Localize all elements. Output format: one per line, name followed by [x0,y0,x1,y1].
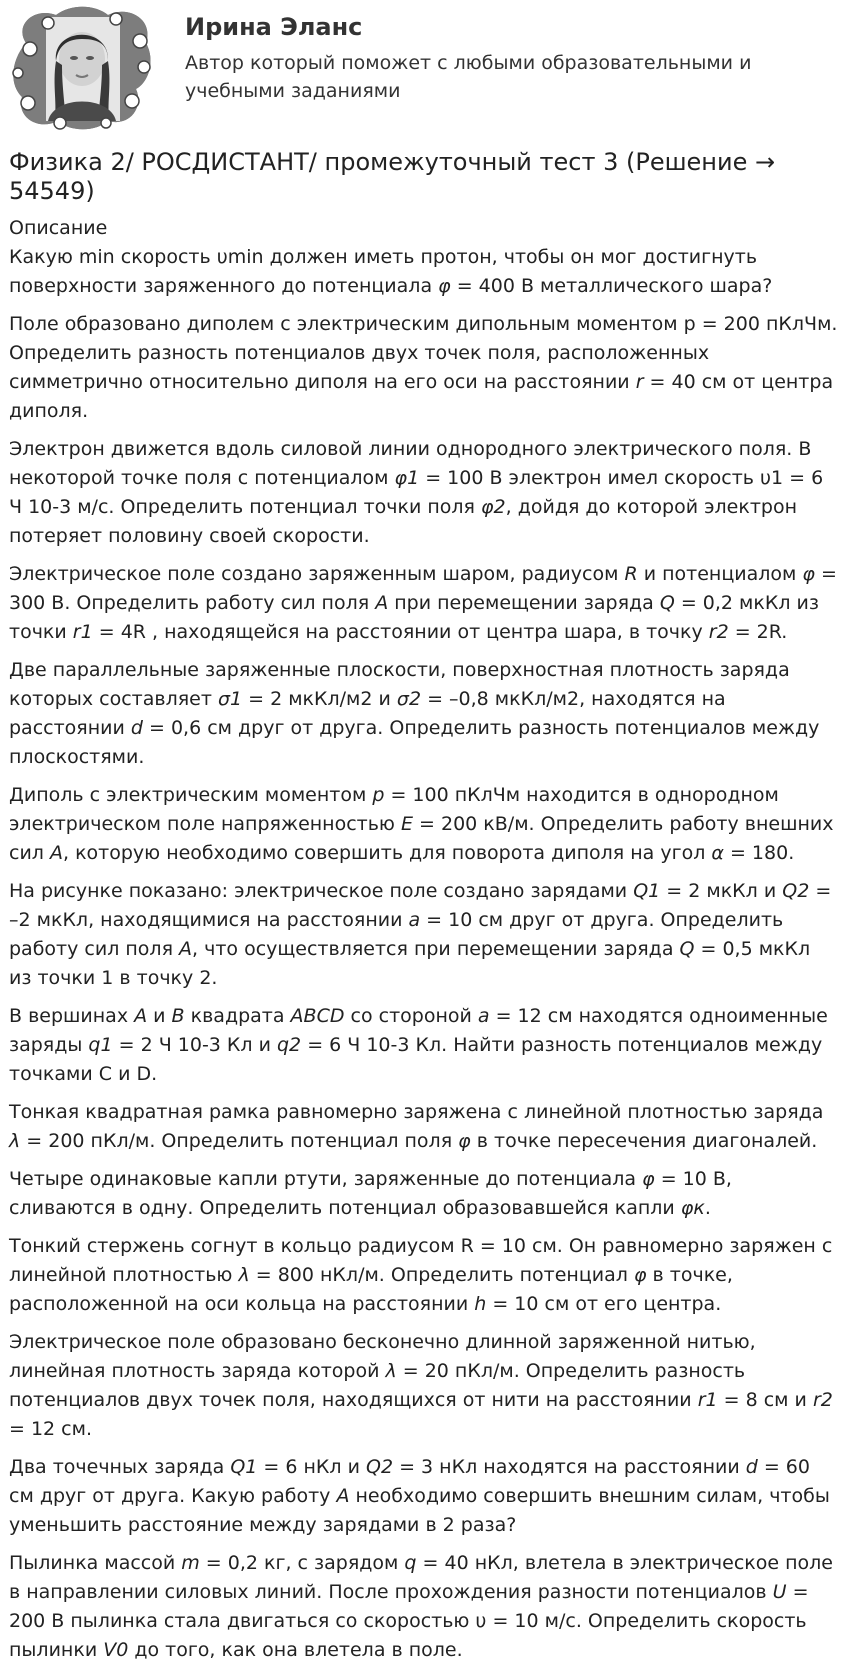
text: Две параллельные заряженные плоскости, поверхностная плотность заряда которых составляет [9,659,790,710]
author-block [9,0,838,132]
var: A [336,1485,350,1507]
var: d [745,1456,758,1478]
var: A [179,938,193,960]
text: = 12 см. [9,1418,92,1440]
var: r1 [697,1389,718,1411]
text: = 12 см находятся одноименные заряды [9,1005,828,1056]
text: = 200 В пылинка стала двигаться со скоростью υ = 10 м/с. Определить скорость пылинки [9,1581,809,1661]
text: = 20 пКл/м. Определить разность потенциалов двух точек поля, находящихся от нити на расстоянии [9,1360,746,1411]
text: при перемещении заряда [388,592,660,614]
var: φ [802,563,815,585]
var: p [372,784,385,806]
text: = –2 мкКл, находящимися на расстоянии [9,880,832,931]
text: Поле образовано диполем с электрическим дипольным моментом p = 200 пКлЧм. Определить разность потенциалов двух точек поля, расположенных симметрично относительно диполя на его оси на расстоянии [9,313,838,393]
text: = 0,5 мкКл из точки 1 в точку 2. [9,938,811,989]
text: = 60 см друг от друга. Какую работу [9,1456,810,1507]
var: φ [458,1130,471,1152]
text: необходимо совершить внешним силам, чтобы уменьшить расстояние между зарядами в 2 раза? [9,1485,830,1536]
var: r2 [812,1389,833,1411]
var: m [181,1552,200,1574]
var: φ2 [481,496,506,518]
var: A [375,592,389,614]
var: a [477,1005,490,1027]
var: d [130,717,143,739]
text: и [147,1005,172,1027]
var: λ [238,1264,250,1286]
text: , которую необходимо совершить для поворота диполя на угол [62,842,712,864]
text: = 0,2 кг, с зарядом [199,1552,405,1574]
text: = 40 см от центра диполя. [9,371,834,422]
var: Q1 [230,1456,258,1478]
var: r1 [72,621,93,643]
text: , что осуществляется при перемещении заряда [192,938,680,960]
text: = 100 пКлЧм находится в однородном электрическом поле напряженностью [9,784,779,835]
problem-8 [9,1002,838,1089]
text: Четыре одинаковые капли ртути, заряженные до потенциала [9,1168,643,1190]
problem-14 [9,1549,838,1665]
problem-3 [9,435,838,551]
var: φ [438,275,451,297]
text: Диполь с электрическим моментом [9,784,373,806]
text: Электрическое поле образовано бесконечно длинной заряженной нитью, линейная плотность заряда которой [9,1331,756,1382]
var: A [134,1005,148,1027]
var: q [404,1552,417,1574]
text: Два точечных заряда [9,1456,231,1478]
var: Q1 [633,880,661,902]
text: В вершинах [9,1005,135,1027]
text: = 2 мкКл и [660,880,783,902]
author-name[interactable]: Ирина Эланс [185,13,363,41]
text: = 180. [723,842,795,864]
var: h [474,1293,487,1315]
var: B [171,1005,185,1027]
text: = 0,6 см друг от друга. Определить разность потенциалов между плоскостями. [9,717,820,768]
text: = 10 см друг от друга. Определить работу сил поля [9,909,784,960]
text: = 10 В, сливаются в одну. Определить потенциал образовавшейся капли [9,1168,732,1219]
author-info [185,12,805,105]
text: и потенциалом [637,563,803,585]
text: = 3 нКл находятся на расстоянии [393,1456,746,1478]
text: = 10 см от его центра. [486,1293,722,1315]
var: λ [385,1360,397,1382]
var: φк [680,1197,705,1219]
author-avatar[interactable] [8,3,156,133]
text: Пылинка массой [9,1552,182,1574]
page-title: Физика 2/ РОСДИСТАНТ/ промежуточный тест 3 (Решение → 54549) [9,148,776,205]
author-description: Автор который поможет с любыми образовательными и учебными заданиями [185,52,752,102]
problem-9 [9,1098,838,1156]
text: = 800 нКл/м. Определить потенциал [249,1264,634,1286]
text: = 2 мкКл/м2 и [242,688,397,710]
problem-10 [9,1165,838,1223]
var: A [49,842,63,864]
text: , дойдя до которой электрон потеряет половину своей скорости. [9,496,798,547]
var: Q2 [782,880,810,902]
problem-13 [9,1453,838,1540]
text: . [704,1197,711,1219]
var: R [624,563,638,585]
text: Электрон движется вдоль силовой линии однородного электрического поля. В некоторой точке поля с потенциалом [9,438,812,489]
text: Тонкий стержень согнут в кольцо радиусом R = 10 см. Он равномерно заряжен с линейной плотностью [9,1235,833,1286]
text: в точке, расположенной на оси кольца на расстоянии [9,1264,733,1315]
text: = –0,8 мкКл/м2, находятся на расстоянии [9,688,726,739]
text: = 200 пКл/м. Определить потенциал поля [20,1130,459,1152]
var: a [408,909,421,931]
text: = 300 В. Определить работу сил поля [9,563,837,614]
text: = 2 Ч 10-3 Кл и [112,1034,277,1056]
text: = 100 В электрон имел скорость υ1 = 6 Ч 10-3 м/с. Определить потенциал точки поля [9,467,824,518]
var: σ2 [396,688,422,710]
var: φ [633,1264,647,1286]
text: = 200 кВ/м. Определить работу внешних сил [9,813,834,864]
text: = 6 Ч 10-3 Кл. Найти разность потенциалов между точками C и D. [9,1034,823,1085]
text: Какую min скорость υmin должен иметь протон, чтобы он мог достигнуть поверхности заряженного до потенциала [9,246,758,297]
text: = 6 нКл и [257,1456,366,1478]
problem-7 [9,877,838,993]
text: квадрата [184,1005,291,1027]
problem-2 [9,310,838,426]
var: E [400,813,413,835]
var: φ1 [394,467,420,489]
var: V0 [103,1639,129,1661]
var: Q [679,938,695,960]
problem-11 [9,1232,838,1319]
var: q1 [88,1034,113,1056]
problem-4 [9,560,838,647]
var: q2 [277,1034,302,1056]
problem-6 [9,781,838,868]
var: σ1 [217,688,243,710]
text: На рисунке показано: электрическое поле создано зарядами [9,880,634,902]
var: ABCD [290,1005,345,1027]
text: = 2R. [728,621,788,643]
text: до того, как она влетела в поле. [128,1639,463,1661]
text: в точке пересечения диагоналей. [470,1130,818,1152]
description-heading: Описание [9,217,108,239]
text: = 8 см и [717,1389,813,1411]
problem-12 [9,1328,838,1444]
var: α [711,842,724,864]
text: Электрическое поле создано заряженным шаром, радиусом [9,563,625,585]
text: = 4R , находящейся на расстоянии от центра шара, в точку [92,621,709,643]
var: Q2 [366,1456,394,1478]
var: r2 [708,621,729,643]
var: φ [642,1168,655,1190]
avatar-image [8,3,156,133]
problem-1 [9,243,838,301]
text: = 40 нКл, влетела в электрическое поле в направлении силовых линий. После прохождения разности потенциалов [9,1552,833,1603]
text: = 0,2 мкКл из точки [9,592,819,643]
text: со стороной [344,1005,478,1027]
text: = 400 В металлического шара? [450,275,773,297]
problem-5 [9,656,838,772]
var: Q [659,592,675,614]
text: Тонкая квадратная рамка равномерно заряжена с линейной плотностью заряда [9,1101,824,1123]
var: r [635,371,644,393]
var: λ [9,1130,21,1152]
var: U [772,1581,787,1603]
